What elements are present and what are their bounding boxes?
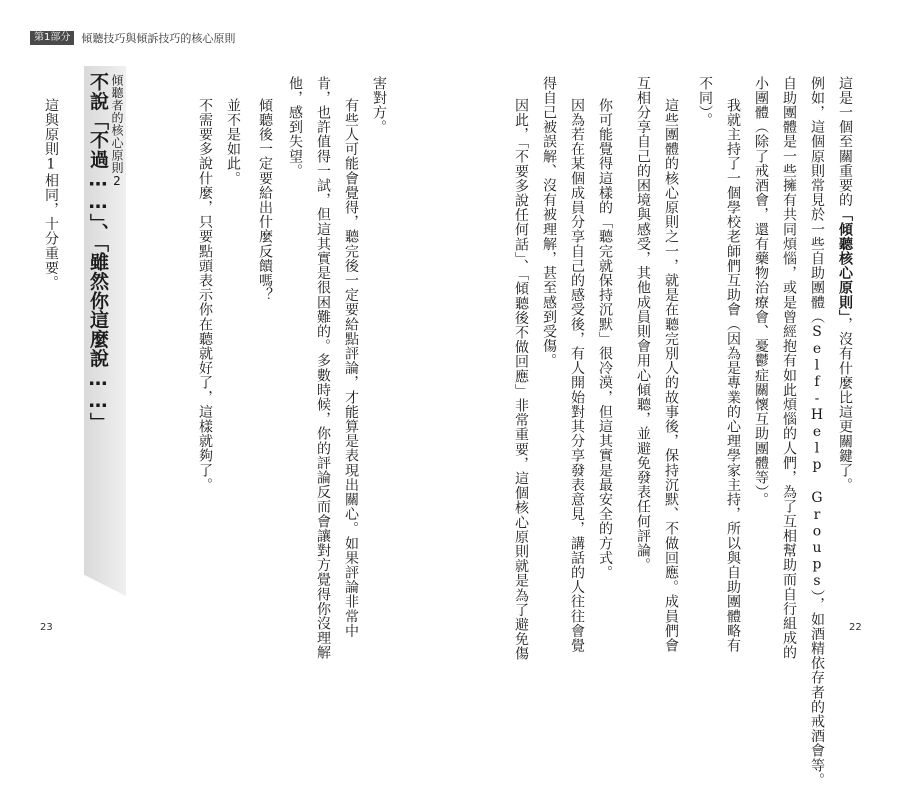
right-page-column: 這是一個至關重要的「傾聽核心原則」，沒有什麼比這更關鍵了。 (837, 76, 853, 493)
left-page-column: 肯，也許值得一試，但這其實是很困難的。多數時候，你的評論反而會讓對方覺得你沒理解 (315, 76, 331, 660)
right-page-column: 你可能覺得這樣的「聽完就保持沉默」很冷漠，但這其實是最安全的方式。 (597, 98, 613, 580)
page-number-right: 22 (849, 622, 862, 633)
right-page-column: 因此，「不要多說任何話」、「傾聽後不做回應」非常重要，這個核心原則就是為了避免傷 (513, 98, 529, 661)
left-page-column: 並不是如此。 (225, 98, 241, 186)
page-number-left: 23 (40, 622, 53, 633)
left-page-column: 這與原則1相同，十分重要。 (43, 98, 59, 290)
right-page-column: 我就主持了一個學校老師們互助會（因為是專業的心理學家主持，所以與自助團體略有 (725, 98, 741, 653)
right-page-column: 例如，這個原則常見於一些自助團體（Self-Help Groups），如酒精依存者的戒酒會等。 (809, 76, 825, 787)
right-page-column: 互相分享自己的困境與感受，其他成員則會用心傾聽，並避免發表任何評論。 (635, 76, 651, 573)
left-page-column: 害對方。 (371, 76, 387, 135)
callout-label: 傾聽者的核心原則2 (110, 74, 124, 189)
right-page-column: 小團體（除了戒酒會，還有藥物治療會、憂鬱症關懷互助團體等）。 (753, 76, 769, 507)
chapter-title: 傾聽技巧與傾訴技巧的核心原則 (81, 32, 236, 45)
running-header (30, 30, 235, 46)
left-page-column: 他，感到失望。 (287, 76, 303, 179)
right-page-column: 得自己被誤解、沒有被理解，甚至感到受傷。 (541, 76, 557, 368)
chapter-badge: 第1部分 (30, 31, 74, 45)
left-page-column: 不需要多說什麼，只要點頭表示你在聽就好了，這樣就夠了。 (197, 98, 213, 493)
right-page-column: 因為若在某個成員分享自己的感受後，有人開始對其分享發表意見，講話的人往往會覺 (569, 98, 585, 653)
right-page-column: 這些團體的核心原則之一，就是在聽完別人的故事後，保持沉默、不做回應。成員們會 (663, 98, 679, 653)
left-page-column: 有些人可能會覺得，聽完後一定要給點評論，才能算是表現出關心。如果評論非常中 (343, 98, 359, 639)
right-page-column: 自助團體是一些擁有共同煩惱，或是曾經抱有如此煩惱的人們，為了互相幫助而自行組成的 (781, 76, 797, 660)
left-page-column: 傾聽後一定要給出什麼反饋嗎？ (257, 98, 273, 303)
right-page-column: 不同）。 (697, 76, 713, 128)
callout-title: 不說「不過……」、「雖然你這麼說……」 (87, 72, 109, 432)
principle-name: 「傾聽核心原則」 (837, 207, 853, 318)
